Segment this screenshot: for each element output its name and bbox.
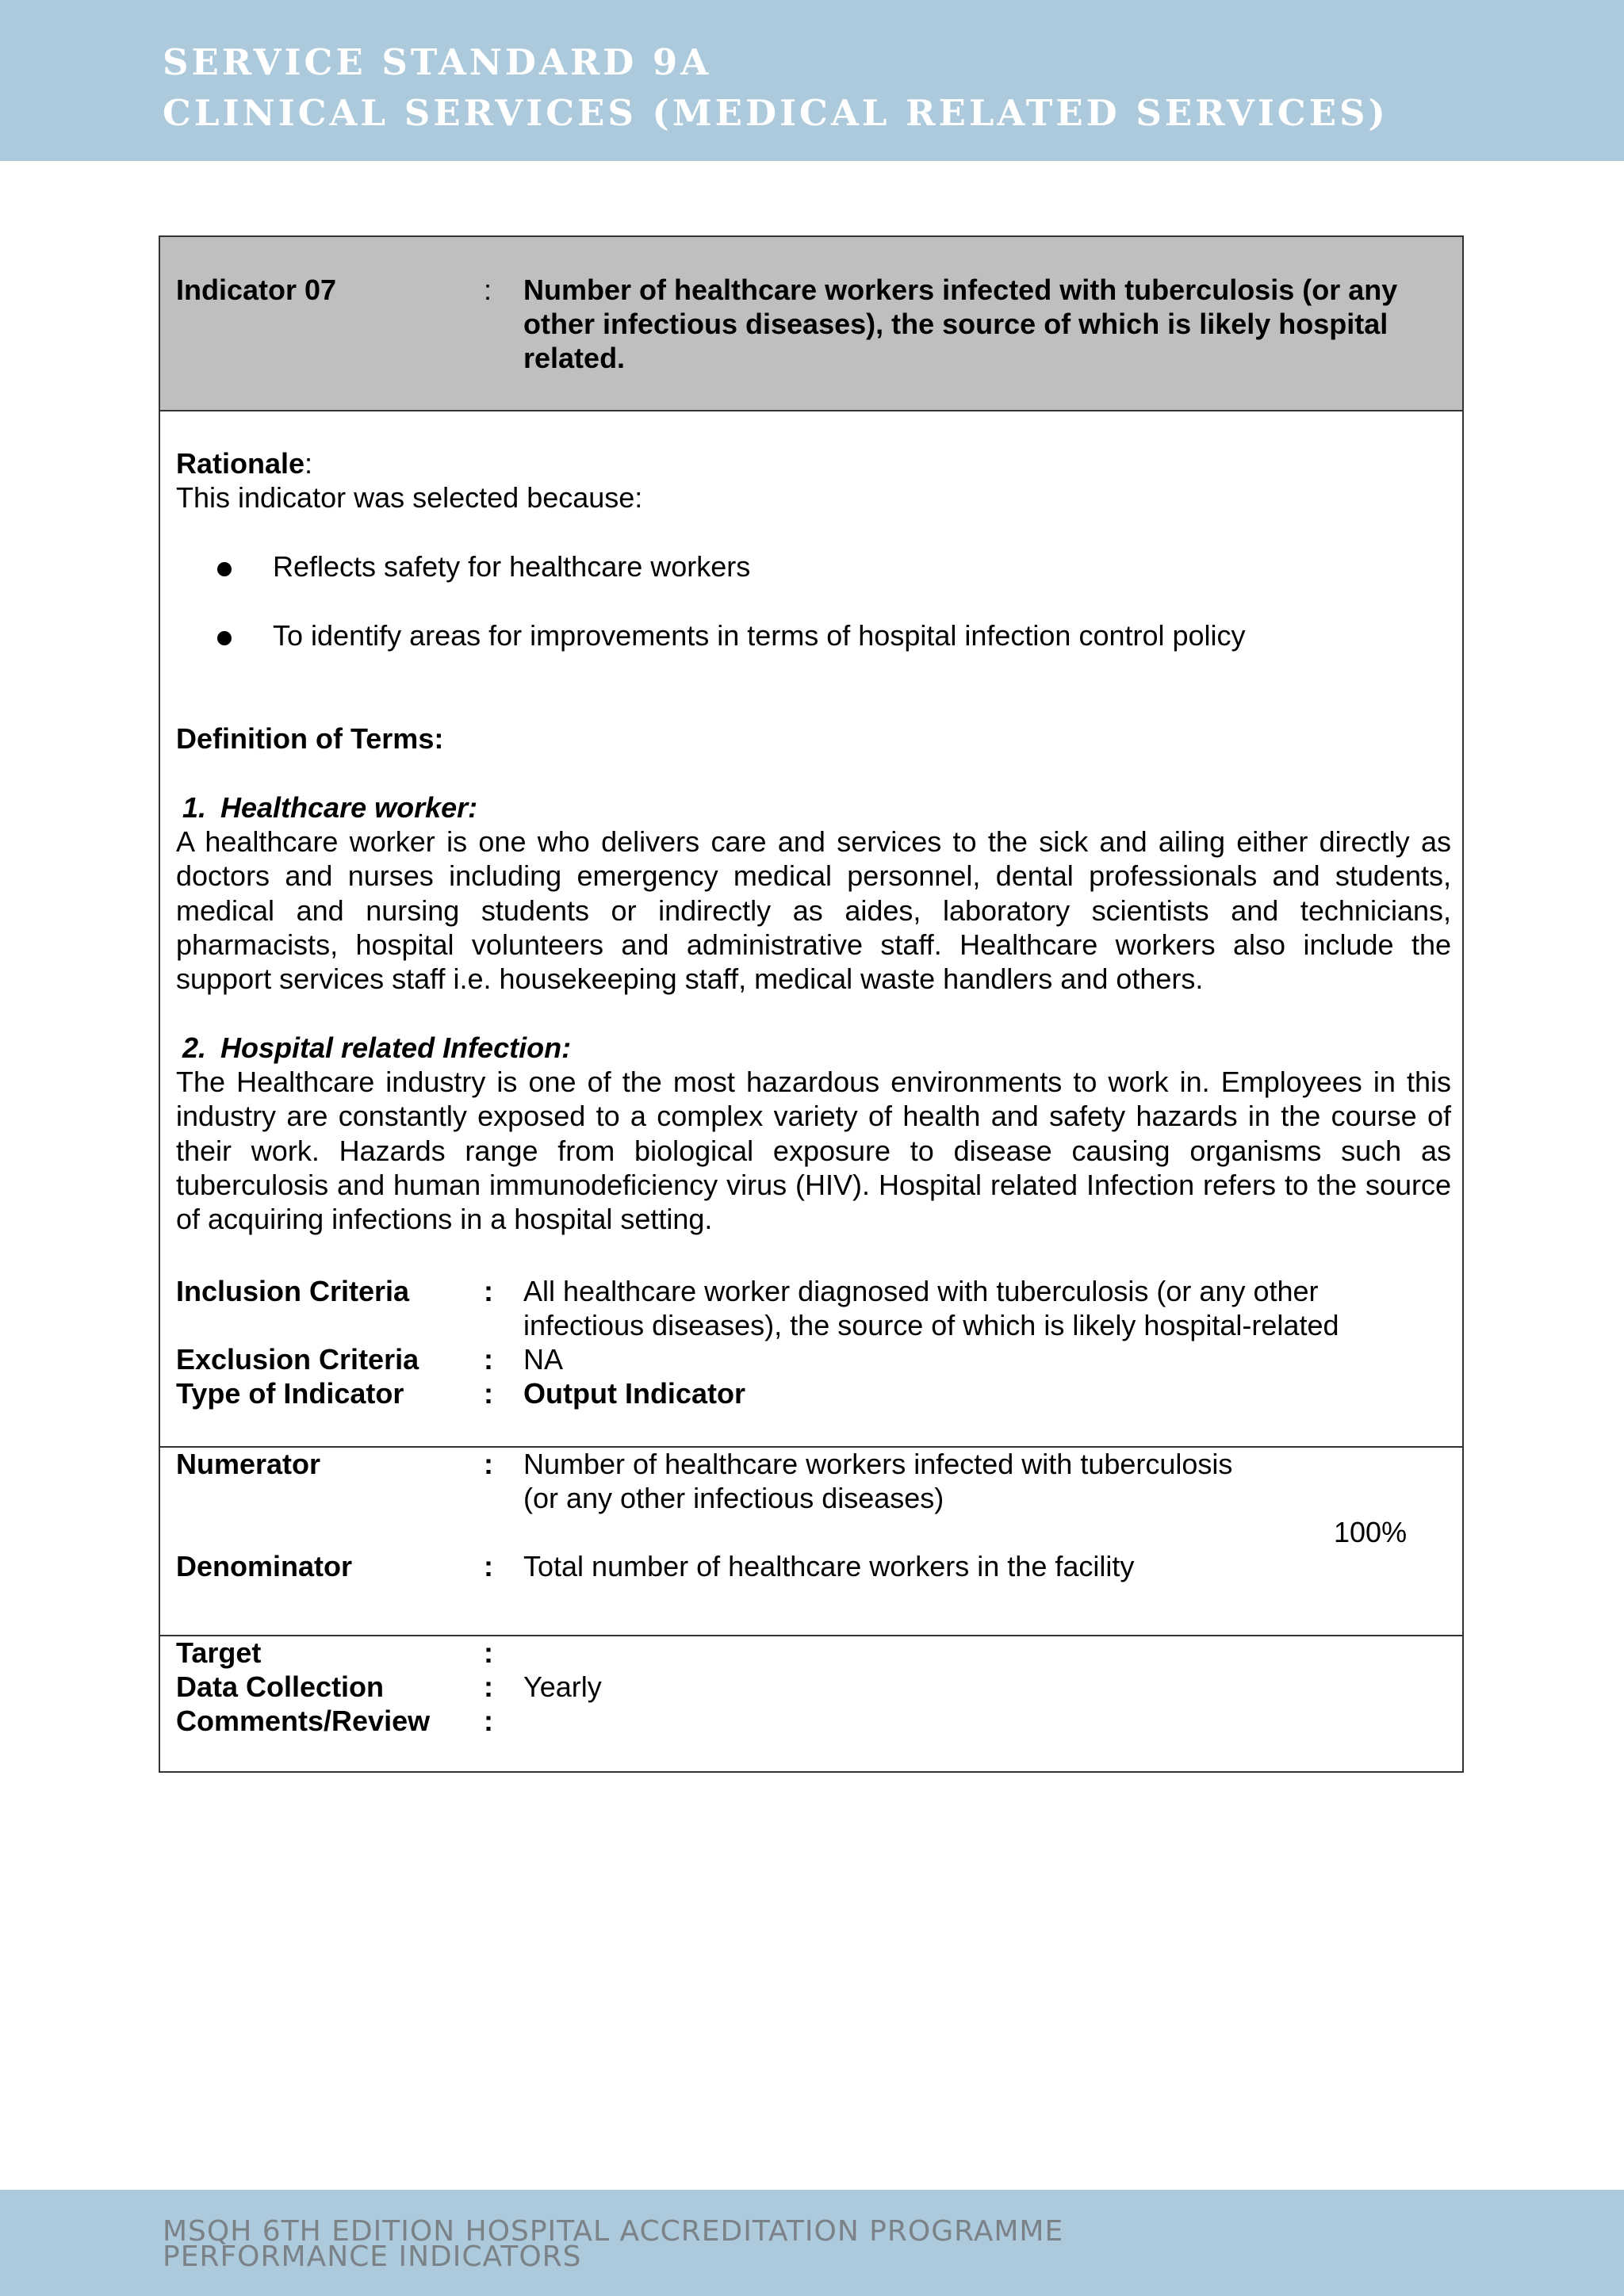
term-title: Healthcare worker: bbox=[220, 791, 478, 824]
term-definition: A healthcare worker is one who delivers care and services to the sick and ailing either directly as doctors and nurses including emergency medical personnel, dental professionals and students, medical and nursing students or indirectly as aides, laboratory scientists and technicians, pharmacists, hospital volunteers and administrative staff. Healthcare workers also include the support services staff i.e. housekeeping staff, medical waste handlers and others. bbox=[176, 825, 1451, 996]
term-title: Hospital related Infection: bbox=[220, 1031, 572, 1064]
numerator-value: Number of healthcare workers infected with tuberculosis bbox=[523, 1448, 1233, 1480]
indicator-label: Indicator 07 bbox=[176, 274, 337, 306]
separator: : bbox=[484, 1448, 493, 1480]
multiplier-value: 100% bbox=[1334, 1516, 1408, 1548]
indicator-box bbox=[159, 235, 1464, 1773]
type-value: Output Indicator bbox=[523, 1377, 745, 1410]
data-collection-label: Data Collection bbox=[176, 1670, 385, 1703]
header-standard: SERVICE STANDARD 9A bbox=[163, 41, 712, 83]
definitions-heading: Definition of Terms: bbox=[176, 722, 444, 755]
separator: : bbox=[484, 1275, 493, 1307]
bullet-icon bbox=[217, 562, 232, 576]
rationale-intro: This indicator was selected because: bbox=[176, 481, 643, 514]
inclusion-value: infectious diseases), the source of which is likely hospital-related bbox=[523, 1309, 1339, 1341]
separator: : bbox=[484, 1550, 493, 1582]
comments-label: Comments/Review bbox=[176, 1705, 431, 1737]
bullet-icon bbox=[217, 631, 232, 645]
data-collection-value: Yearly bbox=[523, 1670, 602, 1703]
indicator-title-line: other infectious diseases), the source of which is likely hospital bbox=[523, 308, 1388, 340]
rationale-bullet: To identify areas for improvements in terms of hospital infection control policy bbox=[273, 619, 1246, 652]
term-number: 1. bbox=[182, 791, 207, 824]
rationale-bullet: Reflects safety for healthcare workers bbox=[273, 550, 751, 583]
target-label: Target bbox=[176, 1636, 262, 1669]
separator: : bbox=[484, 1670, 493, 1703]
separator: : bbox=[484, 1705, 493, 1737]
type-label: Type of Indicator bbox=[176, 1377, 404, 1410]
inclusion-label: Inclusion Criteria bbox=[176, 1275, 410, 1307]
footer-subtitle: PERFORMANCE INDICATORS bbox=[163, 2241, 582, 2273]
separator: : bbox=[484, 1343, 493, 1376]
header-section: CLINICAL SERVICES (MEDICAL RELATED SERVICES) bbox=[163, 92, 1388, 134]
term-number: 2. bbox=[182, 1031, 207, 1064]
separator: : bbox=[484, 274, 492, 306]
exclusion-value: NA bbox=[523, 1343, 564, 1376]
denominator-value: Total number of healthcare workers in the facility bbox=[523, 1550, 1135, 1582]
term-definition: The Healthcare industry is one of the most hazardous environments to work in. Employees in this industry are constantly exposed to a complex variety of health and safety hazards in the course of their work. Hazards range from biological exposure to disease causing organisms such as tuberculosis and human immunodeficiency virus (HIV). Hospital related Infection refers to the source of acquiring infections in a hospital setting. bbox=[176, 1066, 1451, 1236]
indicator-title-line: related. bbox=[523, 342, 626, 374]
divider bbox=[160, 1635, 1462, 1636]
exclusion-label: Exclusion Criteria bbox=[176, 1343, 419, 1376]
denominator-label: Denominator bbox=[176, 1550, 353, 1582]
indicator-title-line: Number of healthcare workers infected with tuberculosis (or any bbox=[523, 274, 1398, 306]
separator: : bbox=[484, 1377, 493, 1410]
numerator-value: (or any other infectious diseases) bbox=[523, 1482, 944, 1514]
numerator-label: Numerator bbox=[176, 1448, 321, 1480]
inclusion-value: All healthcare worker diagnosed with tuberculosis (or any other bbox=[523, 1275, 1319, 1307]
footer-programme: MSQH 6TH EDITION HOSPITAL ACCREDITATION PROGRAMME bbox=[163, 2215, 1064, 2248]
rationale-heading: Rationale: bbox=[176, 447, 313, 480]
separator: : bbox=[484, 1636, 493, 1669]
